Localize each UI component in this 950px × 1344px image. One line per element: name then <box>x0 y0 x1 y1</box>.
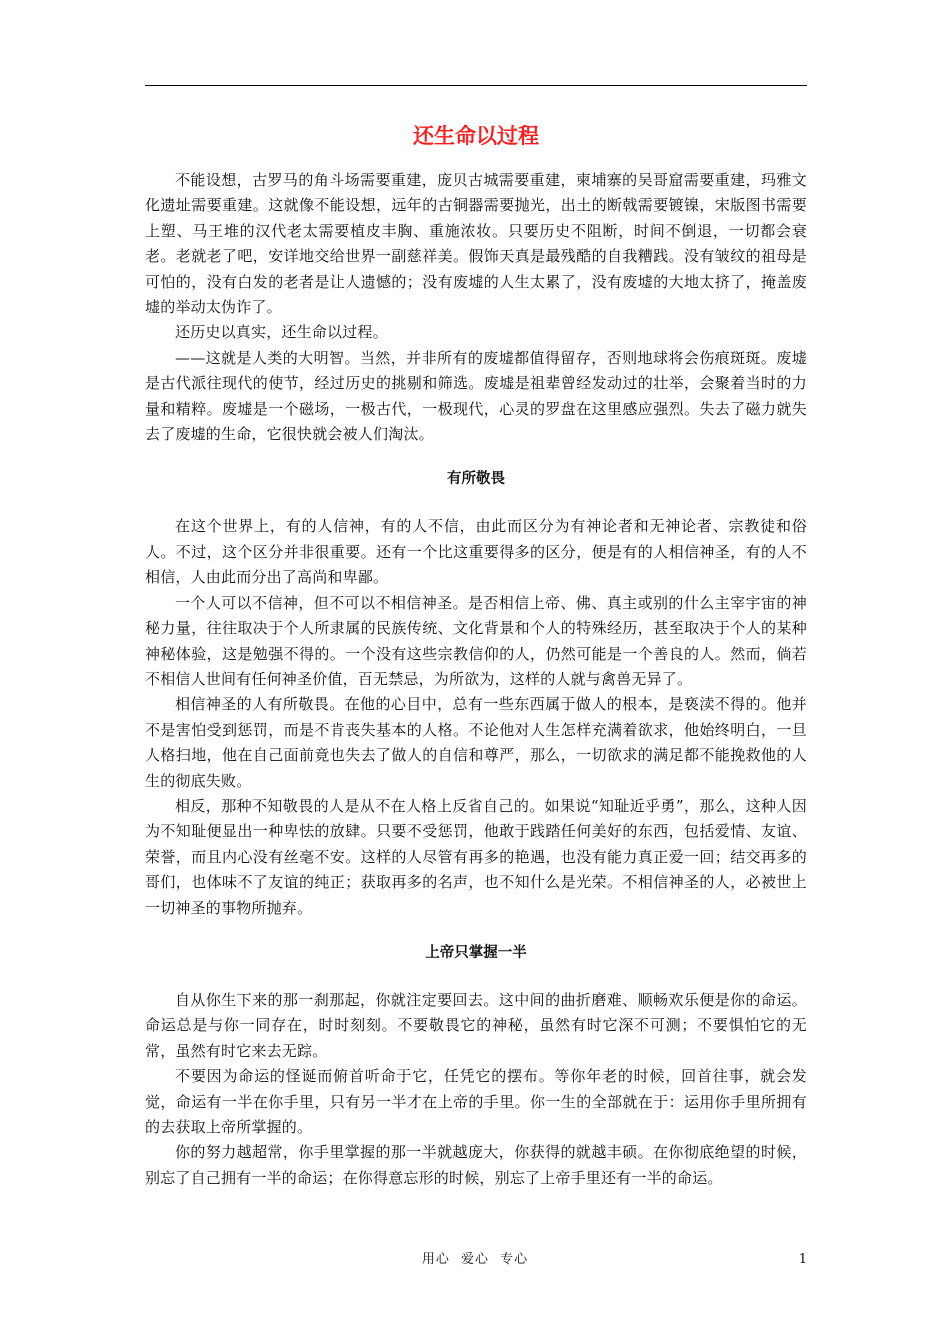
section-title-god-half: 上帝只掌握一半 <box>425 944 527 961</box>
document-title: 还生命以过程 <box>413 124 539 148</box>
paragraph: 不要因为命运的怪诞而俯首听命于它，任凭它的摆布。等你年老的时候，回首往事，就会发觉，命运有一半在你手里，只有另一半才在上帝的手里。你一生的全部就在于：运用你手里所拥有的去获取上帝所掌握的。 <box>145 1067 807 1136</box>
footer-motto: 用心 爱心 专心 <box>421 1252 529 1267</box>
paragraph: 还历史以真实，还生命以过程。 <box>175 323 388 342</box>
paragraph: 不能设想，古罗马的角斗场需要重建，庞贝古城需要重建，柬埔寨的吴哥窟需要重建，玛雅文化遗址需要重建。这就像不能设想，远年的古铜器需要抛光，出土的断戟需要镀镍，宋版图书需要上塑、马王堆的汉代老太需要植皮丰胸、重施浓妆。只要历史不阻断，时间不倒退，一切都会衰老。老就老了吧，安详地交给世界一副慈祥美。假饰天真是最残酷的自我糟践。没有皱纹的祖母是可怕的，没有白发的老者是让人遗憾的；没有废墟的人生太累了，没有废墟的大地太挤了，掩盖废墟的举动太伪诈了。 <box>145 171 807 317</box>
header-rule <box>145 85 807 86</box>
page-number: 1 <box>798 1252 807 1267</box>
paragraph: 你的努力越超常，你手里掌握的那一半就越庞大，你获得的就越丰硕。在你彻底绝望的时候，别忘了自己拥有一半的命运；在你得意忘形的时候，别忘了上帝手里还有一半的命运。 <box>145 1143 807 1187</box>
section-title-awe: 有所敬畏 <box>447 471 505 488</box>
paragraph: 相信神圣的人有所敬畏。在他的心目中，总有一些东西属于做人的根本，是亵渎不得的。他并不是害怕受到惩罚，而是不肯丧失基本的人格。不论他对人生怎样充满着欲求，他始终明白，一旦人格扫地，他在自己面前竟也失去了做人的自信和尊严，那么，一切欲求的满足都不能挽救他的人生的彻底失败。 <box>145 695 807 790</box>
paragraph: 一个人可以不信神，但不可以不相信神圣。是否相信上帝、佛、真主或别的什么主宰宇宙的神秘力量，往往取决于个人所隶属的民族传统、文化背景和个人的特殊经历，甚至取决于个人的某种神秘体验，这是勉强不得的。一个没有这些宗教信仰的人，仍然可能是一个善良的人。然而，倘若不相信人世间有任何神圣价值，百无禁忌，为所欲为，这样的人就与禽兽无异了。 <box>145 593 807 688</box>
document-body <box>145 118 807 1191</box>
paragraph: ——这就是人类的大明智。当然，并非所有的废墟都值得留存，否则地球将会伤痕斑斑。废墟是古代派往现代的使节，经过历史的挑剔和筛选。废墟是祖辈曾经发动过的壮举，会聚着当时的力量和精粹。废墟是一个磁场，一极古代，一极现代，心灵的罗盘在这里感应强烈。失去了磁力就失去了废墟的生命，它很快就会被人们淘汰。 <box>145 348 807 444</box>
paragraph: 在这个世界上，有的人信神，有的人不信，由此而区分为有神论者和无神论者、宗教徒和俗人。不过，这个区分并非很重要。还有一个比这重要得多的区分，便是有的人相信神圣，有的人不相信，人由此而分出了高尚和卑鄙。 <box>145 517 807 587</box>
paragraph: 自从你生下来的那一刹那起，你就注定要回去。这中间的曲折磨难、顺畅欢乐便是你的命运。命运总是与你一同存在，时时刻刻。不要敬畏它的神秘，虽然有时它深不可测；不要惧怕它的无常，虽然有时它来去无踪。 <box>145 990 807 1060</box>
paragraph: 相反，那种不知敬畏的人是从不在人格上反省自己的。如果说“知耻近乎勇”，那么，这种人因为不知耻便显出一种卑怯的放肆。只要不受惩罚，他敢于践踏任何美好的东西，包括爱情、友谊、荣誉，而且内心没有丝毫不安。这样的人尽管有再多的艳遇，也没有能力真正爱一回；结交再多的哥们，也体味不了友谊的纯正；获取再多的名声，也不知什么是光荣。不相信神圣的人，必被世上一切神圣的事物所抛弃。 <box>145 796 807 917</box>
